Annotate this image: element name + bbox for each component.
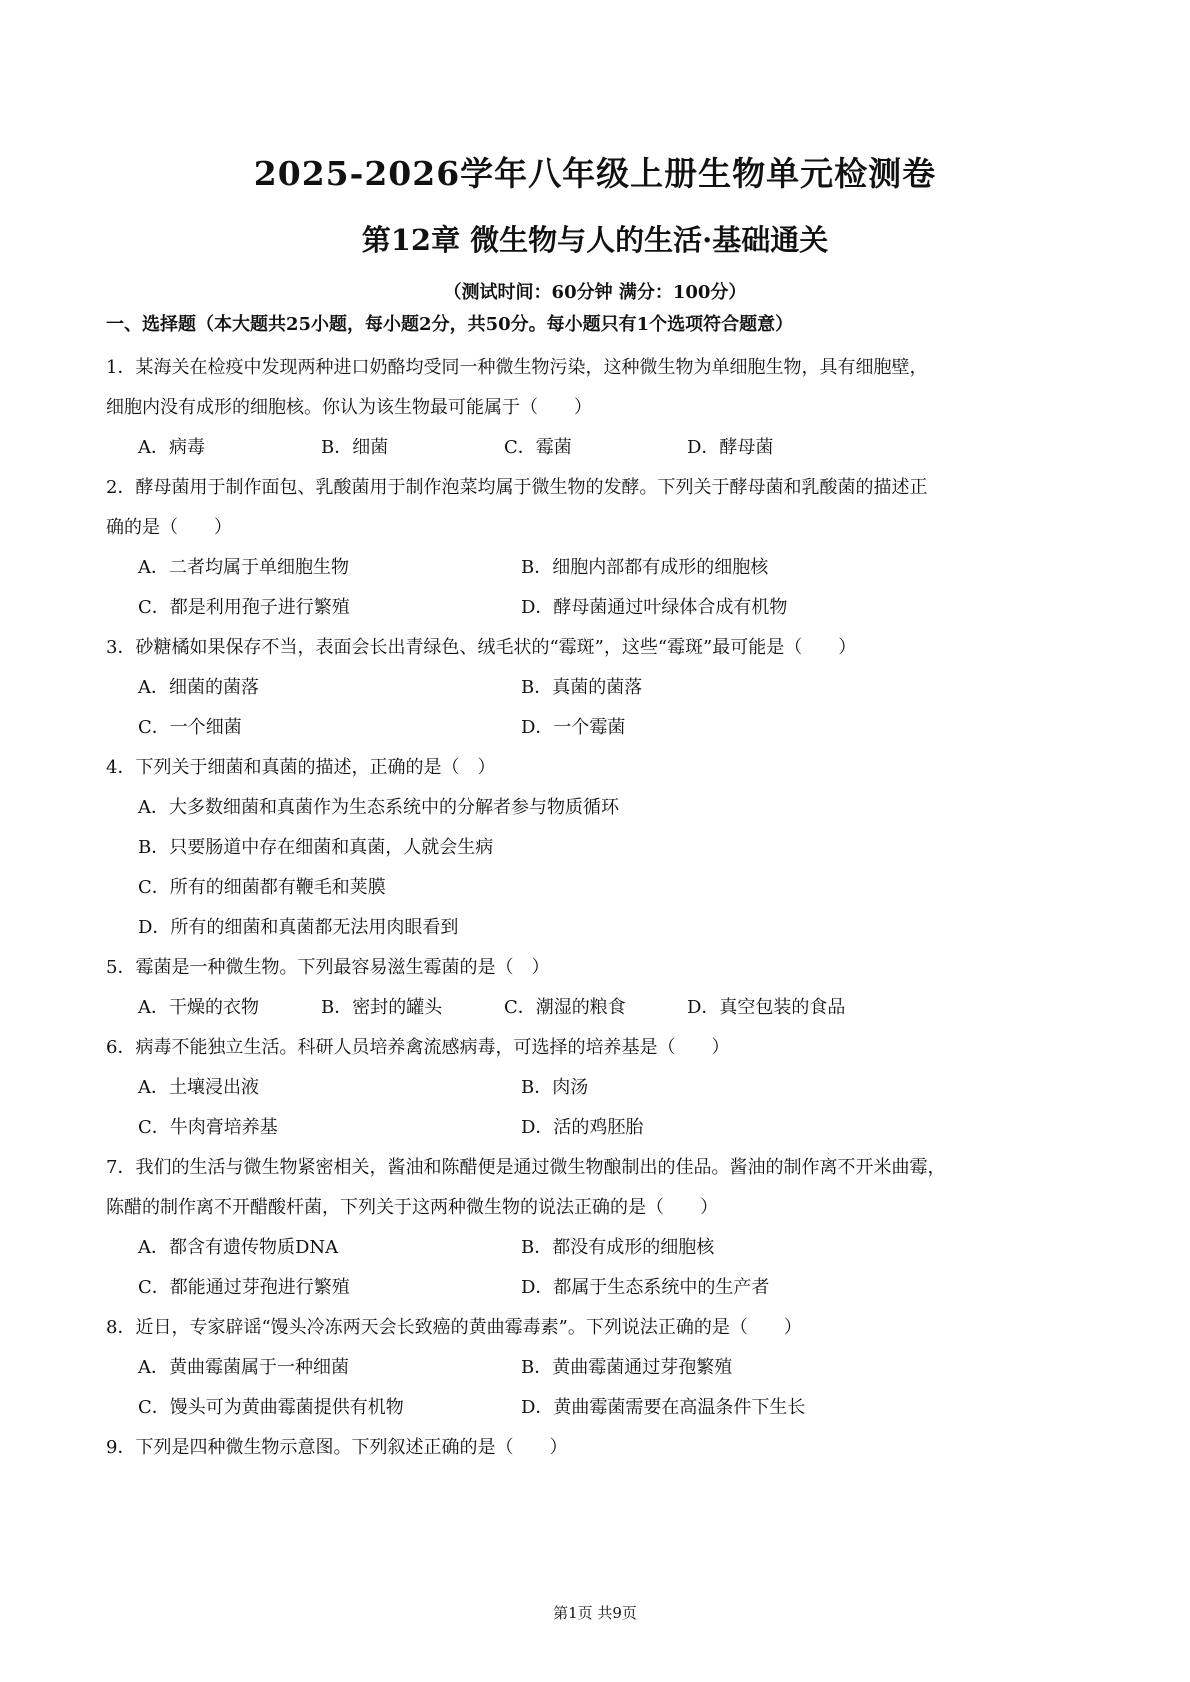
option-c: C．霉菌 xyxy=(504,437,572,458)
option-d: D．真空包装的食品 xyxy=(687,997,846,1018)
question-text: 1．某海关在检疫中发现两种进口奶酪均受同一种微生物污染，这种微生物为单细胞生物，具有细胞壁， xyxy=(106,357,928,378)
option-row xyxy=(106,668,1106,708)
option-row xyxy=(106,908,1106,948)
option-b: B．细胞内部都有成形的细胞核 xyxy=(521,557,769,578)
option-d: D．酵母菌通过叶绿体合成有机物 xyxy=(521,597,788,618)
page-subtitle: 第12章 微生物与人的生活·基础通关 xyxy=(361,223,829,257)
option-d: D．所有的细菌和真菌都无法用肉眼看到 xyxy=(138,917,459,938)
option-b: B．肉汤 xyxy=(521,1077,589,1098)
option-c: C．馒头可为黄曲霉菌提供有机物 xyxy=(138,1397,404,1418)
question-text: 2．酵母菌用于制作面包、乳酸菌用于制作泡菜均属于微生物的发酵。下列关于酵母菌和乳酸菌的描述正 xyxy=(106,477,928,498)
question-9 xyxy=(106,1428,1106,1468)
option-c: C．都能通过芽孢进行繁殖 xyxy=(138,1277,350,1298)
section-heading: 一、选择题（本大题共25小题，每小题2分，共50分。每小题只有1个选项符合题意） xyxy=(106,314,794,335)
option-a: A．土壤浸出液 xyxy=(138,1077,259,1098)
option-d: D．酵母菌 xyxy=(687,437,774,458)
question-text: 细胞内没有成形的细胞核。你认为该生物最可能属于（ ） xyxy=(106,397,592,418)
question-1 xyxy=(106,348,1106,468)
option-b: B．都没有成形的细胞核 xyxy=(521,1237,715,1258)
option-row xyxy=(106,1268,1106,1308)
option-a: A．二者均属于单细胞生物 xyxy=(138,557,349,578)
option-row xyxy=(106,1388,1106,1428)
option-row xyxy=(106,868,1106,908)
question-text: 6．病毒不能独立生活。科研人员培养禽流感病毒，可选择的培养基是（ ） xyxy=(106,1037,730,1058)
question-7 xyxy=(106,1148,1106,1308)
option-a: A．大多数细菌和真菌作为生态系统中的分解者参与物质循环 xyxy=(138,797,619,818)
question-text: 8．近日，专家辟谣“馒头冷冻两天会长致癌的黄曲霉毒素”。下列说法正确的是（ ） xyxy=(106,1317,802,1338)
option-c: C．所有的细菌都有鞭毛和荚膜 xyxy=(138,877,386,898)
option-row xyxy=(106,1348,1106,1388)
option-row xyxy=(106,1068,1106,1108)
question-4 xyxy=(106,748,1106,948)
option-a: A．病毒 xyxy=(138,437,205,458)
option-row xyxy=(106,1228,1106,1268)
option-row xyxy=(106,828,1106,868)
option-d: D．一个霉菌 xyxy=(521,717,626,738)
option-row xyxy=(106,548,1106,588)
option-row xyxy=(106,788,1106,828)
option-row xyxy=(106,428,1106,468)
exam-meta: （测试时间：60分钟 满分：100分） xyxy=(443,282,747,303)
page-title: 2025-2026学年八年级上册生物单元检测卷 xyxy=(253,154,937,193)
question-text: 9．下列是四种微生物示意图。下列叙述正确的是（ ） xyxy=(106,1437,568,1458)
question-text: 4．下列关于细菌和真菌的描述，正确的是（ ） xyxy=(106,757,496,778)
option-b: B．细菌 xyxy=(321,437,389,458)
question-text: 5．霉菌是一种微生物。下列最容易滋生霉菌的是（ ） xyxy=(106,957,550,978)
question-list xyxy=(106,312,1106,1468)
question-6 xyxy=(106,1028,1106,1148)
option-d: D．活的鸡胚胎 xyxy=(521,1117,644,1138)
question-8 xyxy=(106,1308,1106,1428)
option-b: B．密封的罐头 xyxy=(321,997,443,1018)
page-footer: 第1页 共9页 xyxy=(553,1604,637,1622)
option-d: D．都属于生态系统中的生产者 xyxy=(521,1277,770,1298)
option-a: A．黄曲霉菌属于一种细菌 xyxy=(138,1357,349,1378)
question-text: 陈醋的制作离不开醋酸杆菌，下列关于这两种微生物的说法正确的是（ ） xyxy=(106,1197,718,1218)
option-c: C．都是利用孢子进行繁殖 xyxy=(138,597,350,618)
question-2 xyxy=(106,468,1106,628)
option-a: A．干燥的衣物 xyxy=(138,997,259,1018)
question-text: 7．我们的生活与微生物紧密相关，酱油和陈醋便是通过微生物酿制出的佳品。酱油的制作离不开米曲霉， xyxy=(106,1157,946,1178)
option-row xyxy=(106,988,1106,1028)
option-b: B．黄曲霉菌通过芽孢繁殖 xyxy=(521,1357,733,1378)
option-b: B．真菌的菌落 xyxy=(521,677,643,698)
option-row xyxy=(106,708,1106,748)
option-c: C．一个细菌 xyxy=(138,717,242,738)
option-c: C．潮湿的粮食 xyxy=(504,997,626,1018)
option-row xyxy=(106,588,1106,628)
question-3 xyxy=(106,628,1106,748)
option-a: A．细菌的菌落 xyxy=(138,677,259,698)
option-a: A．都含有遗传物质DNA xyxy=(138,1237,339,1258)
option-c: C．牛肉膏培养基 xyxy=(138,1117,278,1138)
question-5 xyxy=(106,948,1106,1028)
option-b: B．只要肠道中存在细菌和真菌，人就会生病 xyxy=(138,837,494,858)
question-text: 确的是（ ） xyxy=(106,517,232,538)
option-d: D．黄曲霉菌需要在高温条件下生长 xyxy=(521,1397,806,1418)
option-row xyxy=(106,1108,1106,1148)
question-text: 3．砂糖橘如果保存不当，表面会长出青绿色、绒毛状的“霉斑”，这些“霉斑”最可能是（ ） xyxy=(106,637,857,658)
